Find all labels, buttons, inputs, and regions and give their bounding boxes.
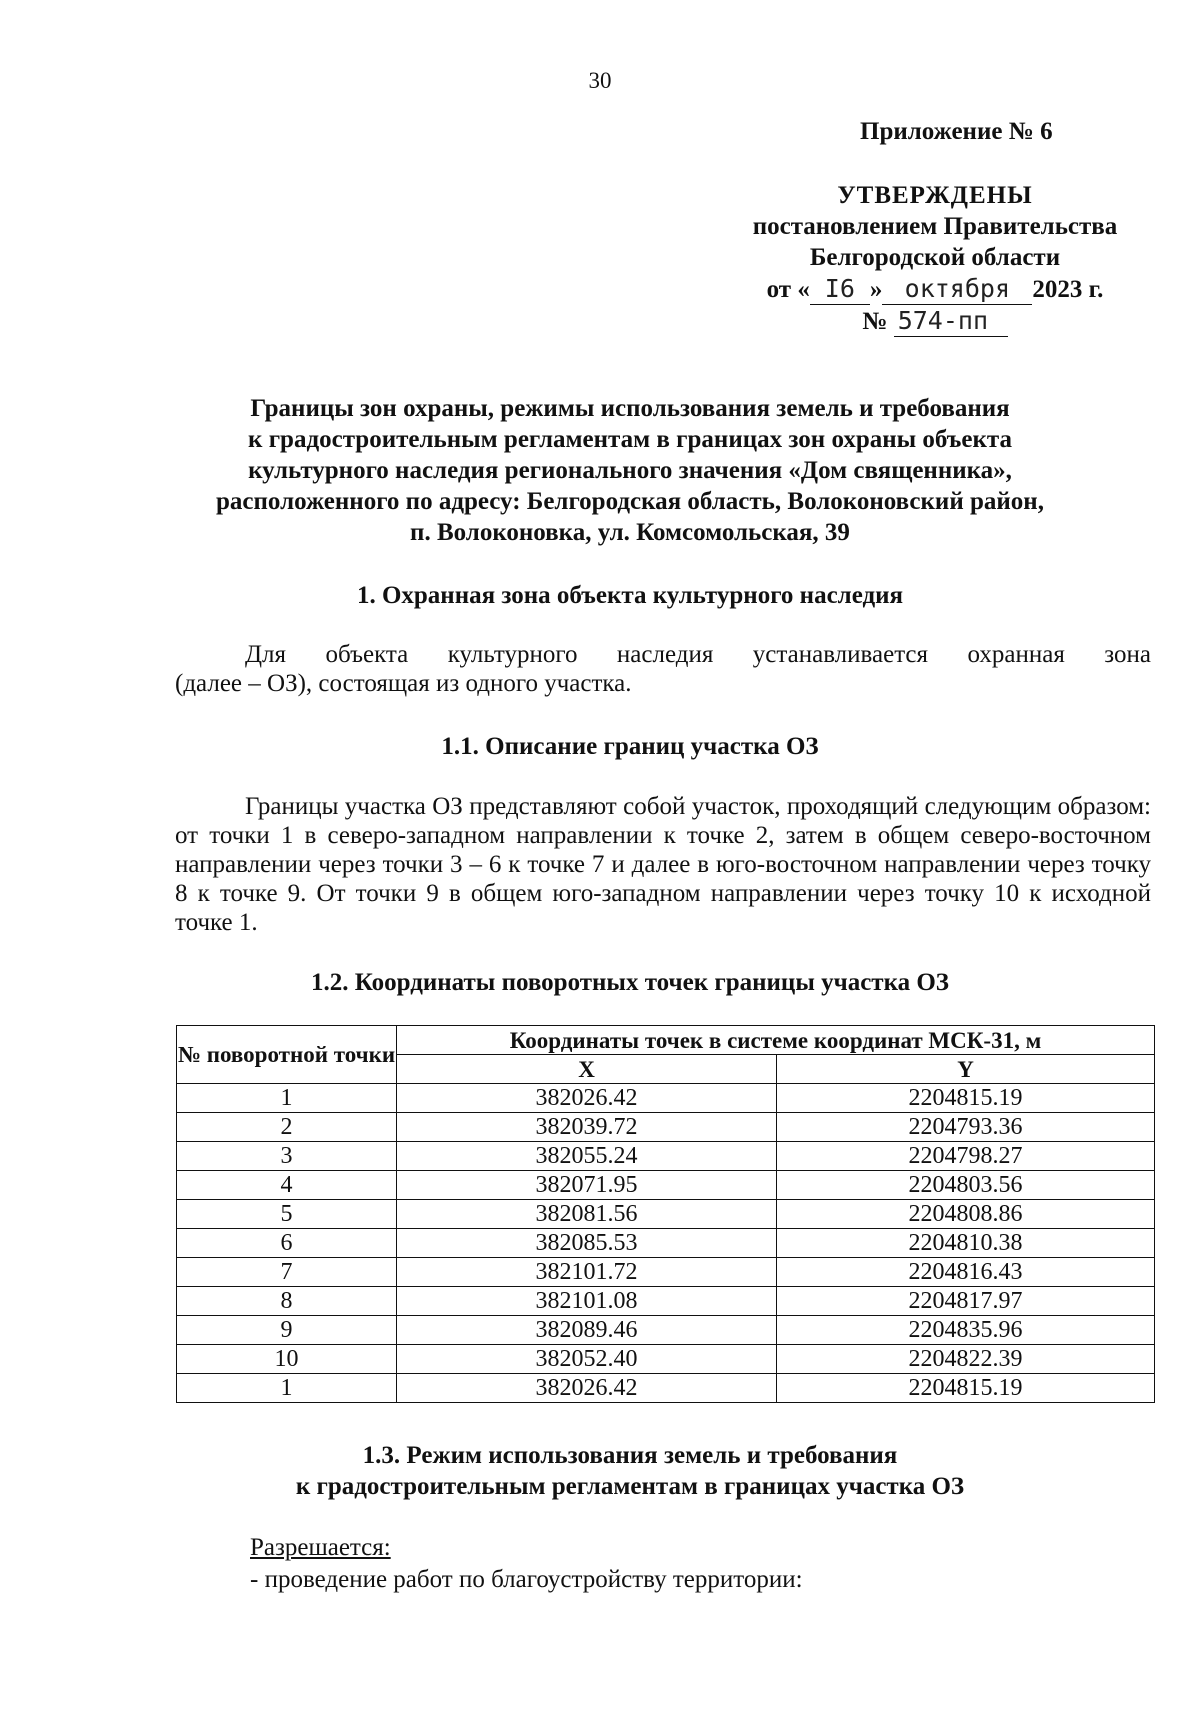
cell-x: 382039.72	[397, 1113, 777, 1142]
approval-line2: Белгородской области	[809, 244, 1061, 271]
header-y: Y	[777, 1055, 1155, 1084]
approval-block	[700, 180, 1170, 337]
title-line: п. Волоконовка, ул. Комсомольская, 39	[410, 519, 850, 546]
table-row	[177, 1084, 1155, 1113]
approval-number	[700, 305, 1170, 337]
header-x: X	[397, 1055, 777, 1084]
section1-heading: 1. Охранная зона объекта культурного наследия	[356, 582, 904, 609]
title-line: к градостроительным регламентам в границах зон охраны объекта	[248, 426, 1012, 453]
title-line: расположенного по адресу: Белгородская область, Волоконовский район,	[216, 488, 1044, 515]
approval-date	[700, 273, 1170, 305]
allowed-item: - проведение работ по благоустройству территории:	[250, 1566, 803, 1593]
date-mid: »	[869, 276, 883, 303]
section1-3-heading-line1: 1.3. Режим использования земель и требования	[362, 1442, 898, 1469]
date-year: 2023 г.	[1032, 276, 1104, 303]
document-title	[150, 393, 1110, 548]
cell-point: 9	[177, 1316, 397, 1345]
cell-point: 1	[177, 1374, 397, 1403]
section1-paragraph	[175, 640, 1151, 698]
approval-line1: постановлением Правительства	[752, 213, 1118, 240]
cell-y: 2204793.36	[777, 1113, 1155, 1142]
section1-3-heading-line2: к градостроительным регламентам в границах участка ОЗ	[295, 1473, 965, 1500]
section1-3-heading	[150, 1440, 1110, 1502]
cell-point: 4	[177, 1171, 397, 1200]
cell-x: 382101.08	[397, 1287, 777, 1316]
allowed-label: Разрешается:	[250, 1534, 391, 1561]
cell-point: 5	[177, 1200, 397, 1229]
cell-x: 382052.40	[397, 1345, 777, 1374]
cell-point: 1	[177, 1084, 397, 1113]
number-prefix: №	[862, 308, 888, 335]
table-row	[177, 1316, 1155, 1345]
number-value: 574-пп	[894, 305, 1008, 337]
cell-y: 2204810.38	[777, 1229, 1155, 1258]
cell-y: 2204803.56	[777, 1171, 1155, 1200]
cell-y: 2204822.39	[777, 1345, 1155, 1374]
cell-x: 382081.56	[397, 1200, 777, 1229]
cell-point: 10	[177, 1345, 397, 1374]
section1-1-paragraph: Границы участка ОЗ представляют собой участок, проходящий следующим образом: от точки 1 в северо-западном направлении к точке 2, затем в общем северо-восточном направлении через точки 3 – 6 к точке 7 и далее в юго-восточном направлении через точку 8 к точке 9. От точки 9 в общем юго-западном направлении через точку 10 к исходной точке 1.	[175, 793, 1151, 936]
cell-x: 382026.42	[397, 1374, 777, 1403]
cell-point: 8	[177, 1287, 397, 1316]
table-row	[177, 1374, 1155, 1403]
title-line: культурного наследия регионального значения «Дом священника»,	[248, 457, 1012, 484]
header-point-number: № поворотной точки	[177, 1026, 397, 1084]
section1-1-heading: 1.1. Описание границ участка ОЗ	[441, 733, 819, 760]
cell-point: 3	[177, 1142, 397, 1171]
cell-x: 382026.42	[397, 1084, 777, 1113]
date-prefix: от «	[766, 276, 810, 303]
coordinates-table	[176, 1025, 1155, 1403]
cell-x: 382055.24	[397, 1142, 777, 1171]
cell-point: 2	[177, 1113, 397, 1142]
section1-2-heading: 1.2. Координаты поворотных точек границы участка ОЗ	[311, 969, 949, 996]
appendix-label: Приложение № 6	[860, 118, 1053, 145]
table-row	[177, 1142, 1155, 1171]
section1-para-line1: Для объекта культурного наследия устанавливается охранная зона	[245, 641, 1151, 668]
title-line: Границы зон охраны, режимы использования земель и требования	[250, 395, 1010, 422]
table-row	[177, 1113, 1155, 1142]
cell-y: 2204817.97	[777, 1287, 1155, 1316]
cell-point: 7	[177, 1258, 397, 1287]
table-row	[177, 1200, 1155, 1229]
page-number: 30	[588, 68, 612, 93]
cell-x: 382085.53	[397, 1229, 777, 1258]
table-row	[177, 1171, 1155, 1200]
cell-point: 6	[177, 1229, 397, 1258]
cell-y: 2204808.86	[777, 1200, 1155, 1229]
approval-title: УТВЕРЖДЕНЫ	[837, 182, 1033, 209]
table-row	[177, 1287, 1155, 1316]
cell-y: 2204815.19	[777, 1374, 1155, 1403]
cell-x: 382071.95	[397, 1171, 777, 1200]
table-row	[177, 1258, 1155, 1287]
date-day: I6	[810, 273, 870, 305]
table-row	[177, 1345, 1155, 1374]
cell-y: 2204816.43	[777, 1258, 1155, 1287]
table-row	[177, 1229, 1155, 1258]
cell-y: 2204815.19	[777, 1084, 1155, 1113]
header-coordinates: Координаты точек в системе координат МСК-31, м	[397, 1026, 1155, 1055]
section1-para-line2: (далее – ОЗ), состоящая из одного участка.	[175, 670, 632, 697]
cell-x: 382101.72	[397, 1258, 777, 1287]
date-month: октября	[882, 273, 1032, 305]
cell-y: 2204798.27	[777, 1142, 1155, 1171]
cell-x: 382089.46	[397, 1316, 777, 1345]
cell-y: 2204835.96	[777, 1316, 1155, 1345]
